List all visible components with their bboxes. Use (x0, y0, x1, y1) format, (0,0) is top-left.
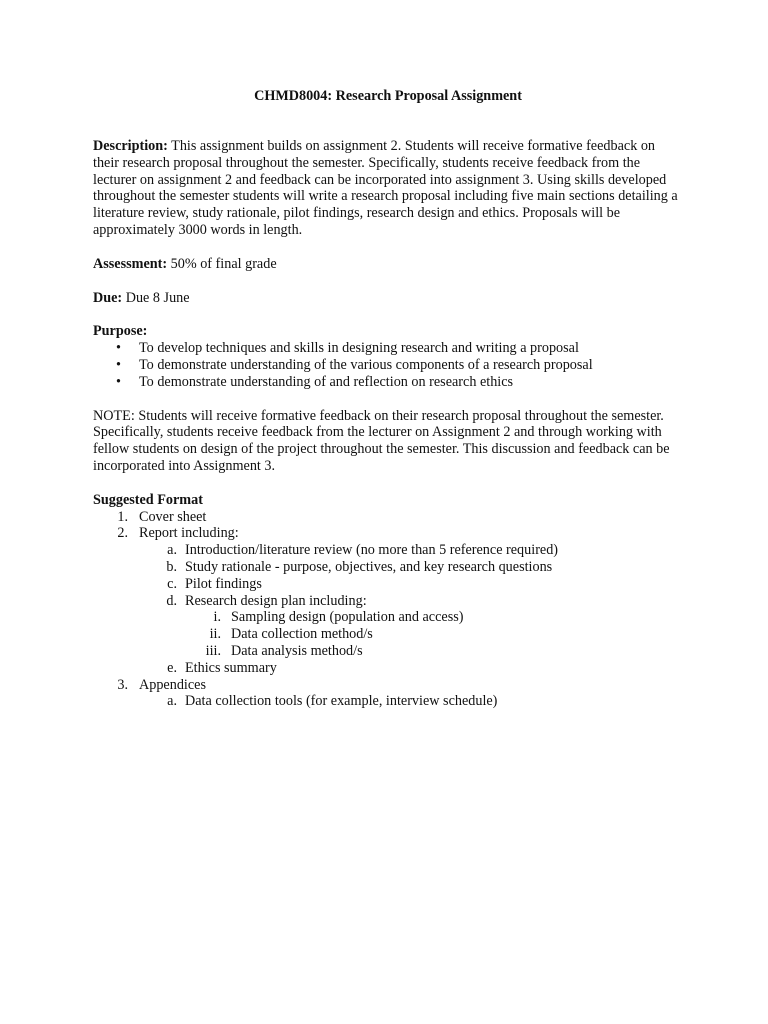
document-title: CHMD8004: Research Proposal Assignment (254, 88, 522, 104)
description-label: Description: (93, 138, 168, 154)
list-item: c. Pilot findings (167, 575, 262, 592)
note-paragraph: NOTE: Students will receive formative feedback on their research proposal throughout the semester. Specifically, students receive feedback from the lecturer on Assignment 2 and through working with fellow students on design of the project throughout the semester. This discussion and feedback can be incorporated into Assignment 3. (93, 407, 670, 474)
purpose-heading: Purpose: (93, 323, 148, 340)
list-item: a. Introduction/literature review (no more than 5 reference required) (167, 542, 559, 559)
bullet-icon: • (116, 356, 121, 373)
assessment-paragraph (93, 256, 683, 273)
description-text: This assignment builds on assignment 2. Students will receive formative feedback on their research proposal throughout the semester. Specifically, students receive feedback from the lecturer on assignment 2 and feedback can be incorporated into assignment 3. Using skills developed throughout the semester students will write a research proposal including five main sections detailing a literature review, study rationale, pilot findings, research design and ethics. Proposals will be approximately 3000 words in length. (93, 138, 678, 238)
list-item: • To demonstrate understanding of and reflection on research ethics (116, 373, 514, 390)
list-item: i. Sampling design (population and access) (213, 609, 464, 626)
due-text: Due 8 June (122, 289, 190, 306)
list-item: ii. Data collection method/s (209, 626, 373, 643)
list-item: iii. Data analysis method/s (205, 642, 363, 659)
list-item: d. Research design plan including: (166, 592, 367, 609)
list-item: b. Study rationale - purpose, objectives, and key research questions (166, 558, 553, 575)
list-item: 2. Report including: (117, 525, 239, 542)
assessment-text: 50% of final grade (167, 255, 277, 272)
bullet-icon: • (116, 340, 121, 357)
list-item: • To develop techniques and skills in designing research and writing a proposal (116, 340, 579, 357)
suggested-format-heading: Suggested Format (93, 491, 203, 508)
list-item: a. Data collection tools (for example, interview schedule) (167, 693, 498, 710)
list-item: e. Ethics summary (167, 659, 277, 676)
description-paragraph (93, 138, 683, 239)
due-label: Due: (93, 289, 123, 306)
purpose-list (93, 340, 683, 390)
bullet-icon: • (116, 373, 121, 390)
suggested-format-list (93, 509, 683, 711)
list-item: • To demonstrate understanding of the various components of a research proposal (116, 356, 593, 373)
list-item: 1. Cover sheet (117, 508, 207, 525)
document-page (93, 88, 683, 710)
list-item: 3. Appendices (117, 676, 206, 693)
assessment-label: Assessment: (93, 255, 168, 272)
due-paragraph (93, 290, 683, 307)
